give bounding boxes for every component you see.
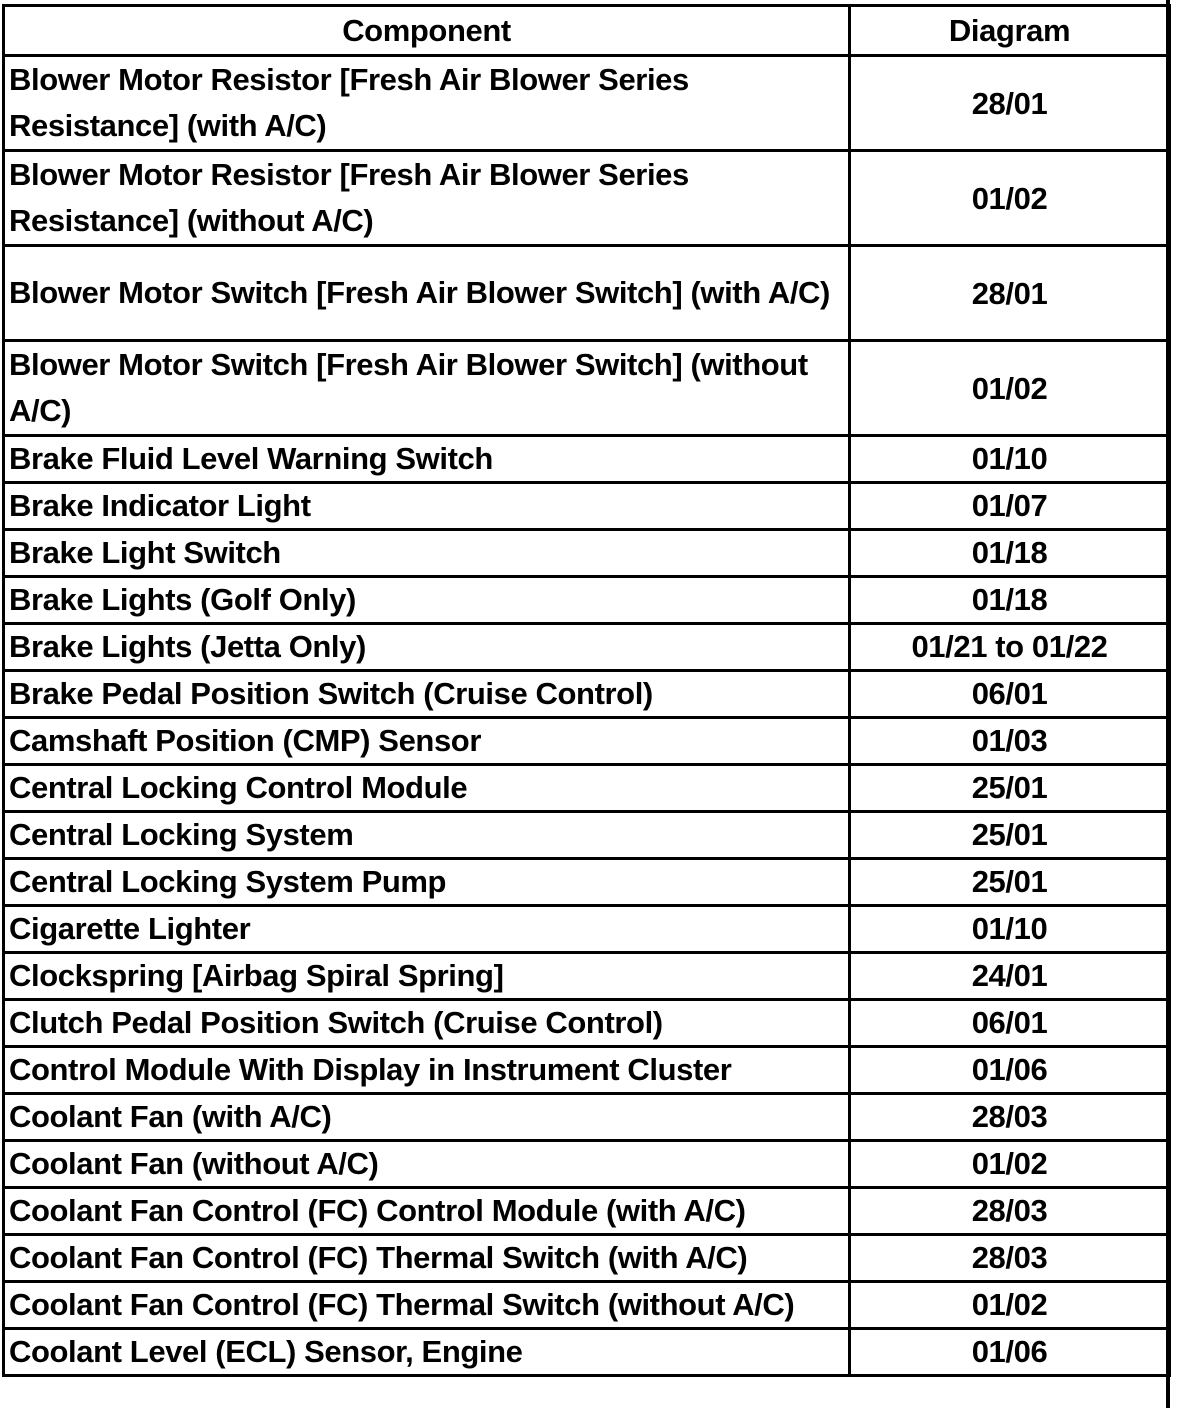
component-cell: Blower Motor Switch [Fresh Air Blower Switch] (with A/C): [4, 246, 850, 341]
table-row: [4, 671, 1170, 718]
header-row: [4, 6, 1170, 56]
diagram-cell: 01/10: [850, 906, 1170, 953]
component-cell: Blower Motor Switch [Fresh Air Blower Switch] (without A/C): [4, 341, 850, 436]
table-row: [4, 765, 1170, 812]
diagram-cell: 06/01: [850, 1000, 1170, 1047]
diagram-cell: 01/21 to 01/22: [850, 624, 1170, 671]
component-cell: Brake Lights (Jetta Only): [4, 624, 850, 671]
table-row: [4, 483, 1170, 530]
page-right-rule: [1166, 0, 1170, 1408]
diagram-cell: 28/01: [850, 56, 1170, 151]
component-cell: Coolant Fan Control (FC) Control Module (with A/C): [4, 1188, 850, 1235]
diagram-cell: 01/06: [850, 1047, 1170, 1094]
diagram-cell: 01/02: [850, 151, 1170, 246]
diagram-cell: 24/01: [850, 953, 1170, 1000]
component-index-table-wrapper: [2, 4, 1168, 1377]
table-row: [4, 1235, 1170, 1282]
table-row: [4, 624, 1170, 671]
diagram-cell: 28/03: [850, 1235, 1170, 1282]
table-row: [4, 436, 1170, 483]
table-row: [4, 151, 1170, 246]
component-cell: Brake Pedal Position Switch (Cruise Control): [4, 671, 850, 718]
component-cell: Blower Motor Resistor [Fresh Air Blower Series Resistance] (without A/C): [4, 151, 850, 246]
diagram-cell: 01/07: [850, 483, 1170, 530]
table-row: [4, 1282, 1170, 1329]
diagram-cell: 28/03: [850, 1188, 1170, 1235]
diagram-cell: 01/10: [850, 436, 1170, 483]
table-row: [4, 718, 1170, 765]
diagram-cell: 25/01: [850, 765, 1170, 812]
component-cell: Coolant Fan (without A/C): [4, 1141, 850, 1188]
component-cell: Coolant Fan (with A/C): [4, 1094, 850, 1141]
diagram-cell: 01/06: [850, 1329, 1170, 1376]
diagram-cell: 28/03: [850, 1094, 1170, 1141]
table-row: [4, 577, 1170, 624]
diagram-cell: 06/01: [850, 671, 1170, 718]
component-cell: Brake Fluid Level Warning Switch: [4, 436, 850, 483]
component-cell: Blower Motor Resistor [Fresh Air Blower Series Resistance] (with A/C): [4, 56, 850, 151]
table-row: [4, 859, 1170, 906]
component-cell: Clutch Pedal Position Switch (Cruise Control): [4, 1000, 850, 1047]
diagram-cell: 25/01: [850, 859, 1170, 906]
column-header-component: Component: [4, 6, 850, 56]
diagram-cell: 01/18: [850, 577, 1170, 624]
component-cell: Central Locking System Pump: [4, 859, 850, 906]
component-cell: Cigarette Lighter: [4, 906, 850, 953]
diagram-cell: 25/01: [850, 812, 1170, 859]
table-row: [4, 1094, 1170, 1141]
component-index-table: [2, 4, 1171, 1377]
component-cell: Coolant Fan Control (FC) Thermal Switch (with A/C): [4, 1235, 850, 1282]
diagram-cell: 01/02: [850, 1141, 1170, 1188]
table-row: [4, 1329, 1170, 1376]
table-row: [4, 1188, 1170, 1235]
component-cell: Control Module With Display in Instrument Cluster: [4, 1047, 850, 1094]
table-row: [4, 246, 1170, 341]
table-row: [4, 1047, 1170, 1094]
table-row: [4, 953, 1170, 1000]
component-cell: Camshaft Position (CMP) Sensor: [4, 718, 850, 765]
diagram-cell: 28/01: [850, 246, 1170, 341]
table-row: [4, 1000, 1170, 1047]
table-row: [4, 530, 1170, 577]
diagram-cell: 01/02: [850, 341, 1170, 436]
diagram-cell: 01/02: [850, 1282, 1170, 1329]
component-cell: Clockspring [Airbag Spiral Spring]: [4, 953, 850, 1000]
component-cell: Brake Lights (Golf Only): [4, 577, 850, 624]
diagram-cell: 01/18: [850, 530, 1170, 577]
table-row: [4, 812, 1170, 859]
component-cell: Coolant Fan Control (FC) Thermal Switch (without A/C): [4, 1282, 850, 1329]
component-cell: Brake Light Switch: [4, 530, 850, 577]
component-cell: Brake Indicator Light: [4, 483, 850, 530]
table-row: [4, 56, 1170, 151]
table-row: [4, 341, 1170, 436]
table-row: [4, 1141, 1170, 1188]
table-row: [4, 906, 1170, 953]
column-header-diagram: Diagram: [850, 6, 1170, 56]
diagram-cell: 01/03: [850, 718, 1170, 765]
component-cell: Central Locking System: [4, 812, 850, 859]
component-cell: Coolant Level (ECL) Sensor, Engine: [4, 1329, 850, 1376]
component-cell: Central Locking Control Module: [4, 765, 850, 812]
